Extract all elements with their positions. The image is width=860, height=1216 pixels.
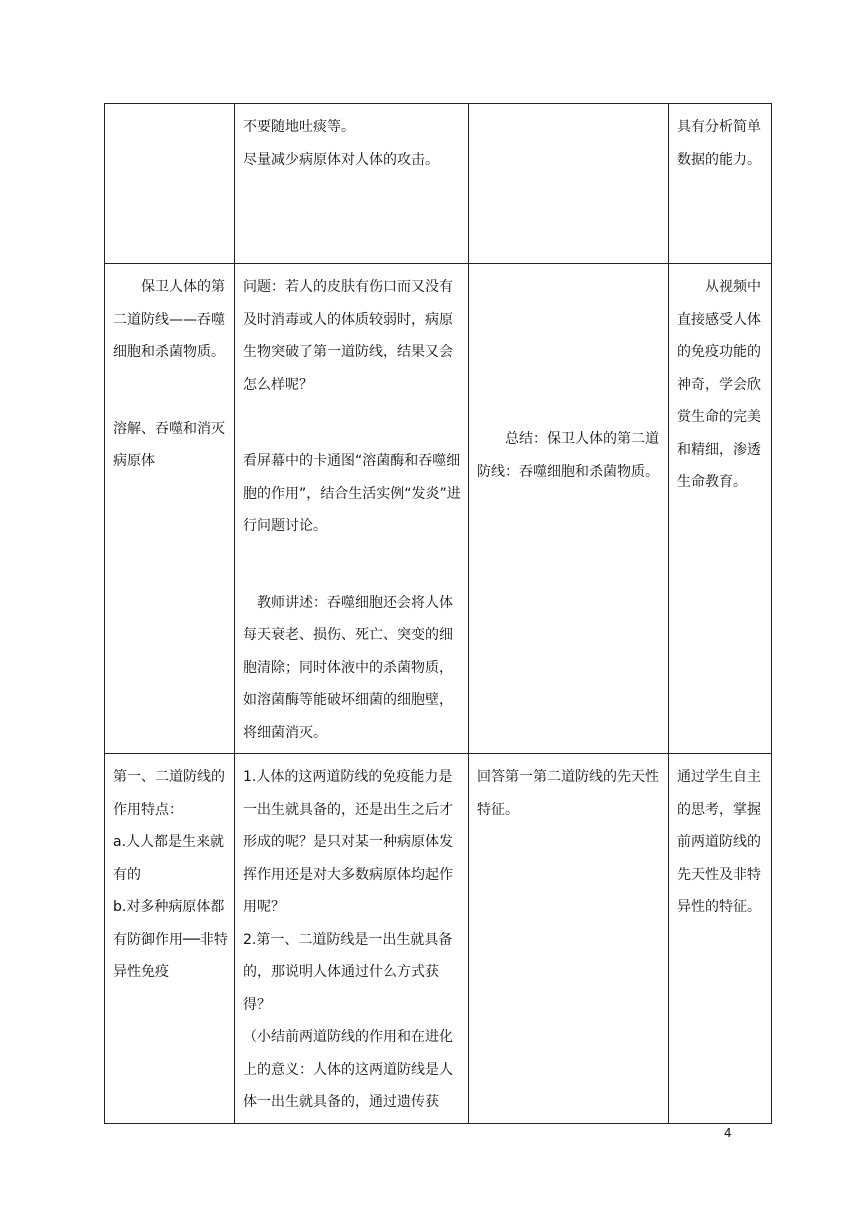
cell-text: 保卫人体的第二道防线——吞噬细胞和杀菌物质。 [113,279,225,360]
page-number: 4 [724,1126,732,1140]
table-row [105,104,772,264]
goal-cell [669,264,772,754]
teacher-activity-cell [235,104,469,264]
cell-text: a.人人都是生来就有的 [113,834,225,883]
cell-text: 溶解、吞噬和消灭病原体 [113,420,225,469]
table-row [105,264,772,754]
cell-text: 第一、二道防线的作用特点： [113,769,225,818]
cell-text: 问题：若人的皮肤有伤口而又没有及时消毒或人的体质较弱时，病原生物突破了第一道防线，结果又会怎么样呢？ [243,279,453,393]
lesson-table [104,103,772,1124]
cell-text: b.对多种病原体都有防御作用──非特异性免疫 [113,899,228,980]
cell-text: 1.人体的这两道防线的免疫能力是一出生就具备的，还是出生之后才形成的呢？是只对某一种病原体发挥作用还是对大多数病原体均起作用呢？ [243,769,453,915]
teacher-activity-cell [235,264,469,754]
cell-text: 看屏幕中的卡通图“溶菌酶和吞噬细胞的作用”，结合生活实例“发炎”进行问题讨论。 [243,453,461,534]
content-cell [105,104,235,264]
student-activity-cell [469,104,669,264]
cell-text: 不要随地吐痰等。 [243,119,355,135]
table-row [105,754,772,1124]
cell-text: 从视频中直接感受人体的免疫功能的神奇，学会欣赏生命的完美和精细，渗透生命教育。 [677,279,761,490]
cell-text: 2.第一、二道防线是一出生就具备的，那说明人体通过什么方式获得？ [243,931,453,1013]
student-activity-cell [469,264,669,754]
goal-cell [669,754,772,1124]
cell-text: 通过学生自主的思考，掌握前两道防线的先天性及非特异性的特征。 [677,769,761,915]
goal-cell [669,104,772,264]
cell-text: 具有分析简单数据的能力。 [677,119,761,168]
cell-text: 回答第一第二道防线的先天性特征。 [477,769,659,818]
cell-text: （小结前两道防线的作用和在进化上的意义：人体的这两道防线是人体一出生就具备的，通过遗传获 [243,1029,453,1110]
content-cell [105,264,235,754]
cell-text: 教师讲述：吞噬细胞还会将人体每天衰老、损伤、死亡、突变的细胞清除；同时体液中的杀菌物质，如溶菌酶等能破坏细菌的细胞壁，将细菌消灭。 [243,594,453,741]
cell-text: 尽量减少病原体对人体的攻击。 [243,151,439,168]
content-cell [105,754,235,1124]
student-activity-cell [469,754,669,1124]
teacher-activity-cell [235,754,469,1124]
cell-text: 总结：保卫人体的第二道防线：吞噬细胞和杀菌物质。 [477,431,659,480]
